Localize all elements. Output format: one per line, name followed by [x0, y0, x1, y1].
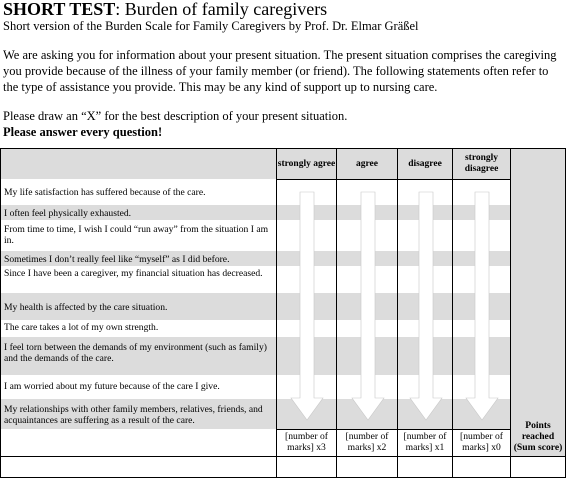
title-bold: SHORT TEST: [3, 0, 116, 19]
sum-cell-strongly-disagree[interactable]: [453, 457, 510, 477]
multiplier-disagree: [number of marks] x1: [403, 431, 447, 453]
points-column-band: [511, 149, 565, 456]
statement-10: My relationships with other family members, relatives, friends, and acquaintances are suffering as a result of the care.: [4, 404, 263, 426]
title-rest: : Burden of family caregivers: [115, 0, 328, 19]
sum-cell-agree[interactable]: [337, 457, 397, 477]
statement-1: My life satisfaction has suffered because of the care.: [4, 187, 206, 198]
multiplier-agree: [number of marks] x2: [345, 431, 389, 453]
statement-8: I feel torn between the demands of my environment (such as family) and the demands of the care.: [4, 342, 267, 364]
col-header-agree: agree: [356, 158, 378, 169]
sum-cell-strongly-agree[interactable]: [277, 457, 336, 477]
instruction-emphasis: Please answer every question!: [3, 125, 163, 139]
statement-7: The care takes a lot of my own strength.: [4, 322, 159, 333]
arrow-disagree: [410, 192, 442, 420]
col-header-strongly-agree: strongly agree: [277, 158, 336, 169]
instruction-line: Please draw an “X” for the best description of your present situation.: [3, 109, 348, 123]
points-reached-label: Points reached (Sum score): [513, 420, 563, 453]
arrows-layer: [277, 180, 510, 430]
intro-paragraph: We are asking you for information about your present situation. The present situation comprises the caregiving you provide because of the illness of your family member (or friend). The following statements often refer to the type of assistance you provide. This may be any kind of support up to nursing care.: [3, 48, 557, 94]
col-header-disagree: disagree: [408, 158, 442, 169]
arrow-strongly-agree: [291, 192, 323, 420]
arrow-strongly-disagree: [466, 192, 498, 420]
sum-score-cell[interactable]: [511, 457, 565, 477]
statement-4: Sometimes I don’t really feel like “myself” as I did before.: [4, 254, 230, 265]
multiplier-strongly-agree: [number of marks] x3: [285, 431, 328, 453]
statement-3: From time to time, I wish I could “run away” from the situation I am in.: [4, 224, 269, 246]
page-subtitle: Short version of the Burden Scale for Family Caregivers by Prof. Dr. Elmar Gräßel: [3, 19, 419, 33]
page-title: [3, 0, 327, 20]
statement-6: My health is affected by the care situation.: [4, 302, 168, 313]
arrow-agree: [352, 192, 384, 420]
statement-5: Since I have been a caregiver, my financial situation has decreased.: [4, 268, 263, 279]
col-header-strongly-disagree: strongly disagree: [464, 153, 499, 174]
multiplier-strongly-disagree: [number of marks] x0: [460, 431, 503, 453]
statement-9: I am worried about my future because of the care I give.: [4, 381, 220, 392]
sum-cell-disagree[interactable]: [398, 457, 452, 477]
statement-2: I often feel physically exhausted.: [4, 208, 132, 219]
